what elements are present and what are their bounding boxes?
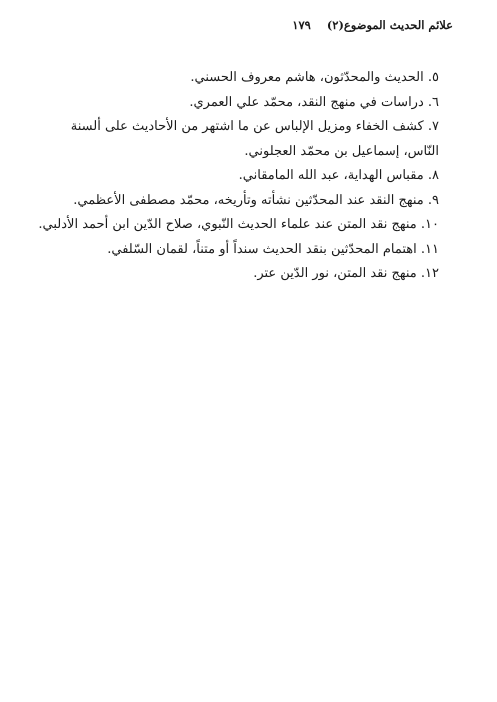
reference-text: كشف الخفاء ومزيل الإلباس عن ما اشتهر من الأحاديث على ألسنة النّاس، إسماعيل بن محمّد العجلوني. — [70, 119, 439, 159]
reference-text: منهج نقد المتن، نور الدّين عتر. — [253, 266, 417, 281]
reference-text: مقباس الهداية، عبد الله المامقاني. — [238, 168, 424, 183]
reference-text: منهج نقد المتن عند علماء الحديث النّبوي، صلاح الدّين ابن أحمد الأدلبي. — [38, 217, 417, 232]
reference-text: منهج النقد عند المحدّثين نشأته وتأريخه، محمّد مصطفى الأعظمي. — [73, 192, 424, 208]
reference-text: الحديث والمحدّثون، هاشم معروف الحسني. — [190, 70, 424, 85]
reference-item — [40, 91, 439, 116]
reference-text: دراسات في منهج النقد، محمّد علي العمري. — [189, 94, 424, 110]
reference-text: اهتمام المحدّثين بنقد الحديث سنداً أو متناً، لقمان السّلفي. — [107, 241, 417, 257]
reference-number: ٧ . — [424, 119, 439, 134]
reference-number: ١٢ . — [417, 266, 439, 281]
page-number: ١٧٩ — [292, 18, 311, 32]
reference-number: ٩ . — [424, 193, 439, 208]
reference-item — [40, 238, 439, 263]
reference-item — [40, 213, 439, 238]
reference-item — [40, 66, 439, 91]
reference-number: ١١ . — [417, 242, 439, 257]
reference-number: ٥ . — [424, 70, 439, 85]
reference-item — [40, 115, 439, 164]
running-header — [40, 16, 453, 36]
reference-item — [40, 262, 439, 287]
references-list — [40, 66, 439, 287]
reference-item — [40, 189, 439, 214]
reference-number: ٦ . — [424, 95, 439, 110]
reference-number: ٨ . — [424, 168, 439, 183]
running-header-title: علائم الحديث الموضوع(٢) — [326, 18, 453, 32]
reference-item — [40, 164, 439, 189]
reference-number: ١٠ . — [417, 217, 439, 232]
